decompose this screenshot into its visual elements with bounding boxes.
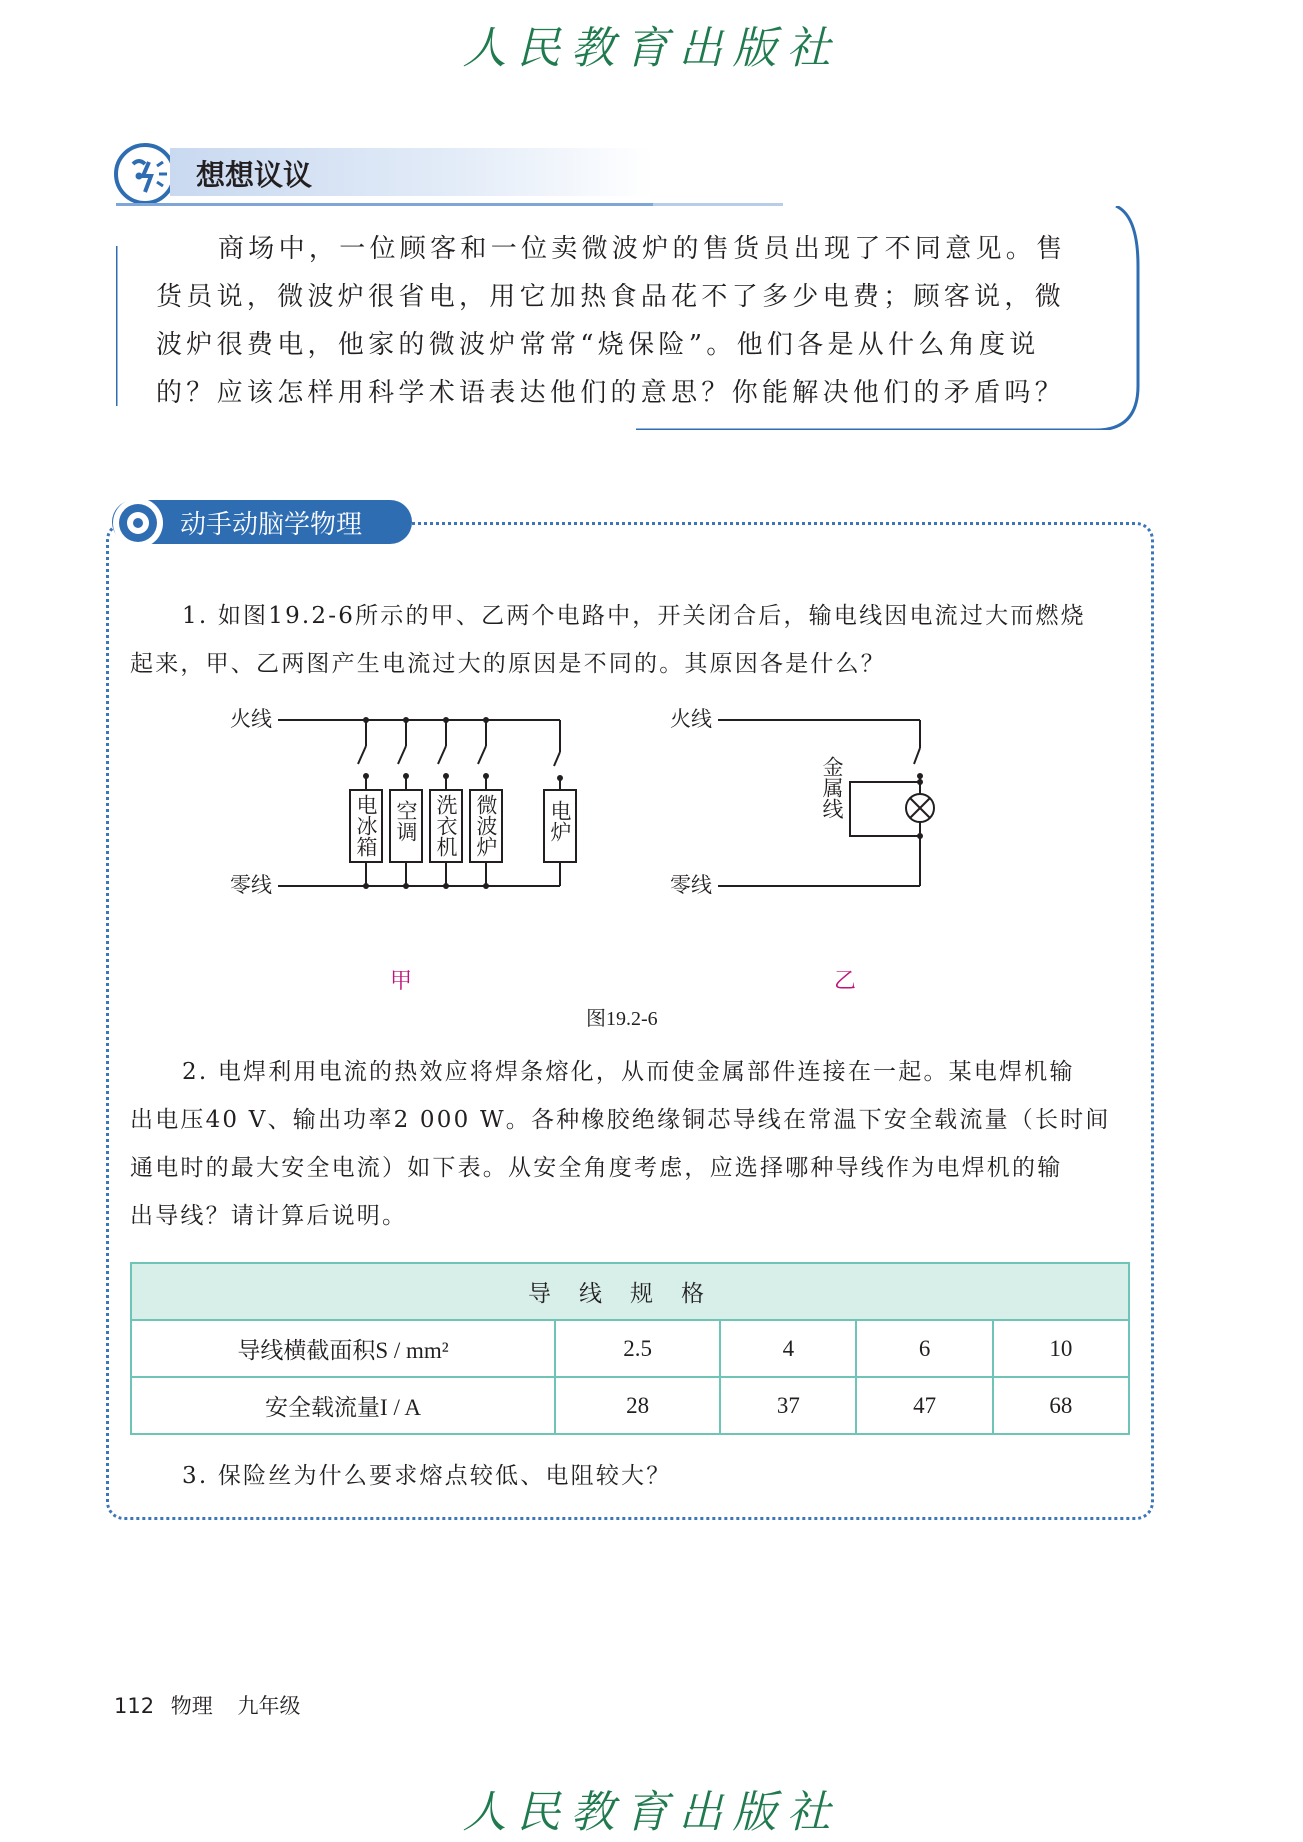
- page-footer: [114, 1690, 300, 1720]
- appliance-label: 微波炉: [474, 794, 498, 857]
- table-row: [131, 1320, 1129, 1377]
- publisher-watermark-top: 人民教育出版社: [462, 23, 841, 74]
- page-number: 112: [114, 1694, 155, 1718]
- table-cell: 6: [856, 1320, 992, 1377]
- table-row: [131, 1377, 1129, 1434]
- think-title: 想想议议: [196, 158, 313, 192]
- figure-label-b: 乙: [834, 969, 857, 994]
- circuit-figure: [220, 696, 1060, 926]
- table-cell: 10: [993, 1320, 1129, 1377]
- think-paragraph: 商场中，一位顾客和一位卖微波炉的售货员出现了不同意见。售 货员说，微波炉很省电，用它加热食品花不了多少电费；顾客说，微 波炉很费电，他家的微波炉常常“烧保险”。他们各是从什么角度说 的？应该怎样用科学术语表达他们的意思？你能解决他们的矛盾吗？: [156, 234, 1067, 408]
- branch-1: [350, 717, 382, 889]
- branch-3: [430, 717, 462, 889]
- table-cell: 47: [856, 1377, 992, 1434]
- figure-label-a: 甲: [390, 969, 413, 994]
- lab-title: 动手动脑学物理: [180, 510, 363, 540]
- table-cell: 28: [555, 1377, 720, 1434]
- appliance-label: 洗衣机: [434, 794, 458, 857]
- publisher-watermark-bottom: 人民教育出版社: [462, 1787, 841, 1838]
- wire-spec-table: [130, 1262, 1130, 1435]
- table-cell: 2.5: [555, 1320, 720, 1377]
- table-header: 导线规格: [131, 1263, 1129, 1320]
- lab-icon: [112, 497, 164, 549]
- grade: 九年级: [237, 1694, 301, 1718]
- branch-5: [544, 752, 576, 886]
- branch-4: [470, 717, 502, 889]
- circuit-b: [670, 707, 934, 897]
- question-2: 2. 电焊利用电流的热效应将焊条熔化，从而使金属部件连接在一起。某电焊机输 出电压40 V、输出功率2 000 W。各种橡胶绝缘铜芯导线在常温下安全载流量（长时间 通电时的最大安全电流）如下表。从安全角度考虑，应选择哪种导线作为电焊机的输 出导线？请计算后说明。: [130, 1059, 1111, 1229]
- row-label: 导线横截面积S / mm²: [131, 1320, 555, 1377]
- appliance-label: 空调: [394, 800, 418, 842]
- question-3: 3. 保险丝为什么要求熔点较低、电阻较大？: [182, 1463, 672, 1489]
- appliance-label: 电冰箱: [354, 794, 378, 857]
- table-cell: 68: [993, 1377, 1129, 1434]
- live-wire-label-b: 火线: [670, 707, 712, 731]
- subject: 物理: [170, 1694, 213, 1718]
- row-label: 安全载流量I / A: [131, 1377, 555, 1434]
- table-header-row: [131, 1263, 1129, 1320]
- table-cell: 37: [720, 1377, 856, 1434]
- appliance-label: 电炉: [548, 800, 572, 842]
- think-icon: [113, 142, 177, 206]
- branch-2: [390, 717, 422, 889]
- metal-wire-label: 金属线: [820, 756, 844, 819]
- neutral-wire-label-a: 零线: [230, 873, 272, 897]
- live-wire-label-a: 火线: [230, 707, 272, 731]
- figure-caption: 图19.2-6: [586, 1008, 658, 1030]
- neutral-wire-label-b: 零线: [670, 873, 712, 897]
- table-cell: 4: [720, 1320, 856, 1377]
- circuit-a: [230, 707, 576, 897]
- question-1: 1. 如图19.2-6所示的甲、乙两个电路中，开关闭合后，输电线因电流过大而燃烧 起来，甲、乙两图产生电流过大的原因是不同的。其原因各是什么？: [130, 603, 1086, 677]
